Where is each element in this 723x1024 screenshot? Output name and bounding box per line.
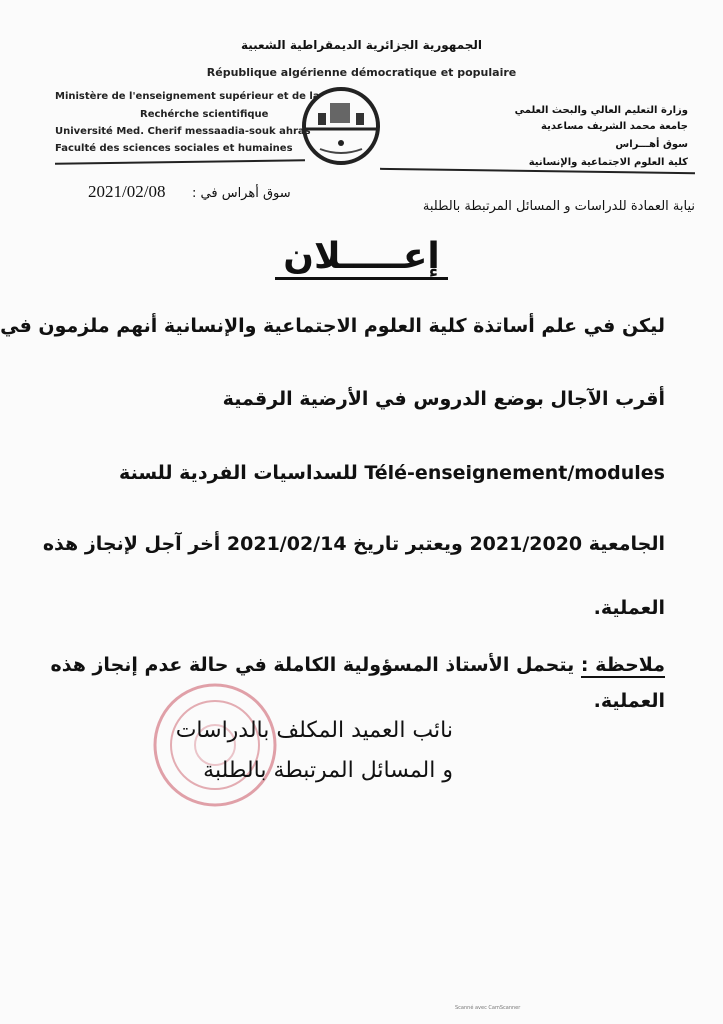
body-line-4: الجامعية 2021/2020 ويعتبر تاريخ 2021/02/14 أخر آجل لإنجاز هذه [42, 533, 665, 555]
note-end: العملية. [593, 690, 665, 712]
note-text: يتحمل الأستاذ المسؤولية الكاملة في حالة عدم إنجاز هذه [50, 654, 581, 676]
university-fr: Université Med. Cherif messaadia-souk ahras [55, 126, 311, 137]
city-ar: سوق أهـــراس [615, 139, 688, 150]
republic-arabic: الجمهورية الجزائرية الديمقراطية الشعبية [240, 38, 483, 52]
university-ar: جامعة محمد الشريف مساعدية [541, 121, 688, 132]
body-line-3: Télé-enseignement/modules للسداسيات الفردية للسنة [119, 462, 665, 484]
header-rule-left [55, 159, 305, 164]
announcement-title [0, 236, 723, 277]
research-fr: Rechérche scientifique [140, 109, 269, 120]
body-line-1: ليكن في علم أساتذة كلية العلوم الاجتماعية والإنسانية أنهم ملزمون في [0, 315, 665, 337]
university-logo [300, 85, 382, 167]
body-line-2: أقرب الآجال بوضع الدروس في الأرضية الرقمية [222, 388, 665, 410]
header-rule-right [380, 168, 695, 174]
ministry-fr: Ministère de l'enseignement supérieur et de la [55, 91, 320, 102]
ministry-ar: وزارة التعليم العالي والبحث العلمي [514, 105, 688, 116]
department: نيابة العمادة للدراسات و المسائل المرتبطة بالطلبة [422, 199, 695, 214]
official-stamp [150, 680, 280, 810]
date: 2021/02/08 [88, 182, 166, 201]
body-line-5: العملية. [593, 597, 665, 619]
scanner-footer: Scanné avec CamScanner [455, 1005, 521, 1011]
note [51, 654, 665, 676]
republic-french: République algérienne démocratique et populaire [206, 66, 517, 79]
faculty-ar: كلية العلوم الاجتماعية والإنسانية [528, 157, 688, 168]
signature-line-2: و المسائل المرتبطة بالطلبة [203, 758, 453, 783]
signature-line-1: نائب العميد المكلف بالدراسات [175, 718, 453, 743]
note-label: ملاحظة : [580, 654, 665, 676]
place-date-label: سوق أهراس في : [192, 186, 291, 201]
faculty-fr: Faculté des sciences sociales et humaines [55, 143, 293, 154]
title-text: إعـــــلان [275, 236, 448, 280]
